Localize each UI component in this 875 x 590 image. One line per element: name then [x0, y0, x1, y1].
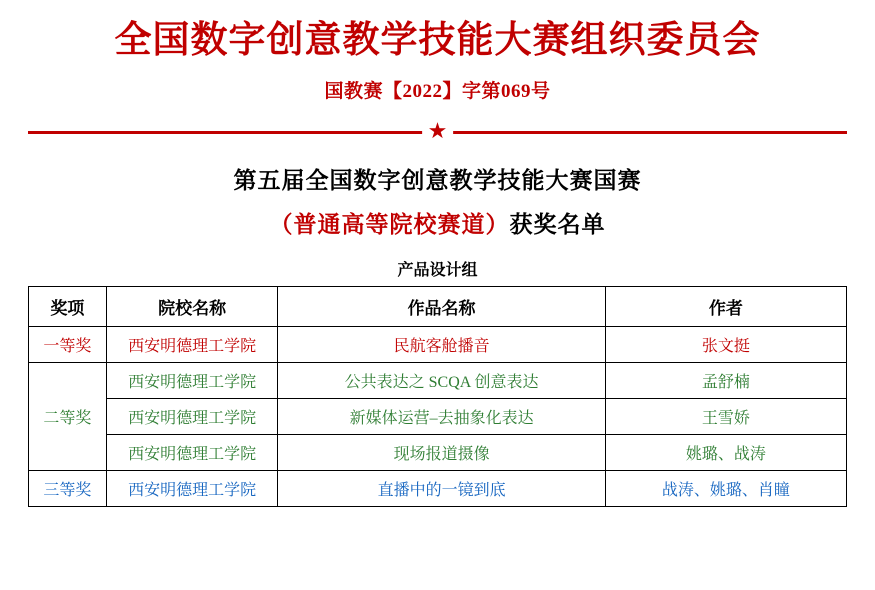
group-label: 产品设计组	[397, 261, 478, 279]
cell-school: 西安明德理工学院	[106, 434, 278, 470]
cell-school: 西安明德理工学院	[106, 470, 278, 506]
column-header-work: 作品名称	[278, 286, 605, 326]
cell-author: 孟舒楠	[605, 362, 846, 398]
cell-author: 王雪娇	[605, 398, 846, 434]
red-divider	[28, 118, 847, 144]
cell-award: 三等奖	[29, 470, 107, 506]
page-title-line1: 第五届全国数字创意教学技能大赛国赛	[233, 168, 642, 194]
table-row	[29, 326, 847, 362]
page-title-suffix: 获奖名单	[509, 211, 606, 237]
page-title-line2	[28, 203, 847, 247]
document-number: 国教赛【2022】字第069号	[324, 81, 551, 103]
table-row	[29, 434, 847, 470]
cell-work: 现场报道摄像	[278, 434, 605, 470]
cell-school: 西安明德理工学院	[106, 326, 278, 362]
cell-author: 张文挺	[605, 326, 846, 362]
organization-title: 全国数字创意教学技能大赛组织委员会	[114, 20, 761, 61]
cell-award: 一等奖	[29, 326, 107, 362]
table-row	[29, 362, 847, 398]
column-header-school: 院校名称	[106, 286, 278, 326]
cell-work: 民航客舱播音	[278, 326, 605, 362]
column-header-author: 作者	[605, 286, 846, 326]
page-title-track: （普通高等院校赛道）	[269, 211, 510, 237]
cell-author: 姚璐、战涛	[605, 434, 846, 470]
page-title	[28, 159, 847, 246]
table-header-row	[29, 286, 847, 326]
column-header-award: 奖项	[29, 286, 107, 326]
cell-school: 西安明德理工学院	[106, 362, 278, 398]
award-table	[28, 286, 847, 507]
cell-work: 公共表达之 SCQA 创意表达	[278, 362, 605, 398]
star-icon: ★	[422, 120, 454, 142]
cell-school: 西安明德理工学院	[106, 398, 278, 434]
cell-author: 战涛、姚璐、肖瞳	[605, 470, 846, 506]
document-page	[0, 18, 875, 590]
cell-award: 二等奖	[29, 362, 107, 470]
table-row	[29, 398, 847, 434]
cell-work: 新媒体运营–去抽象化表达	[278, 398, 605, 434]
cell-work: 直播中的一镜到底	[278, 470, 605, 506]
table-row	[29, 470, 847, 506]
